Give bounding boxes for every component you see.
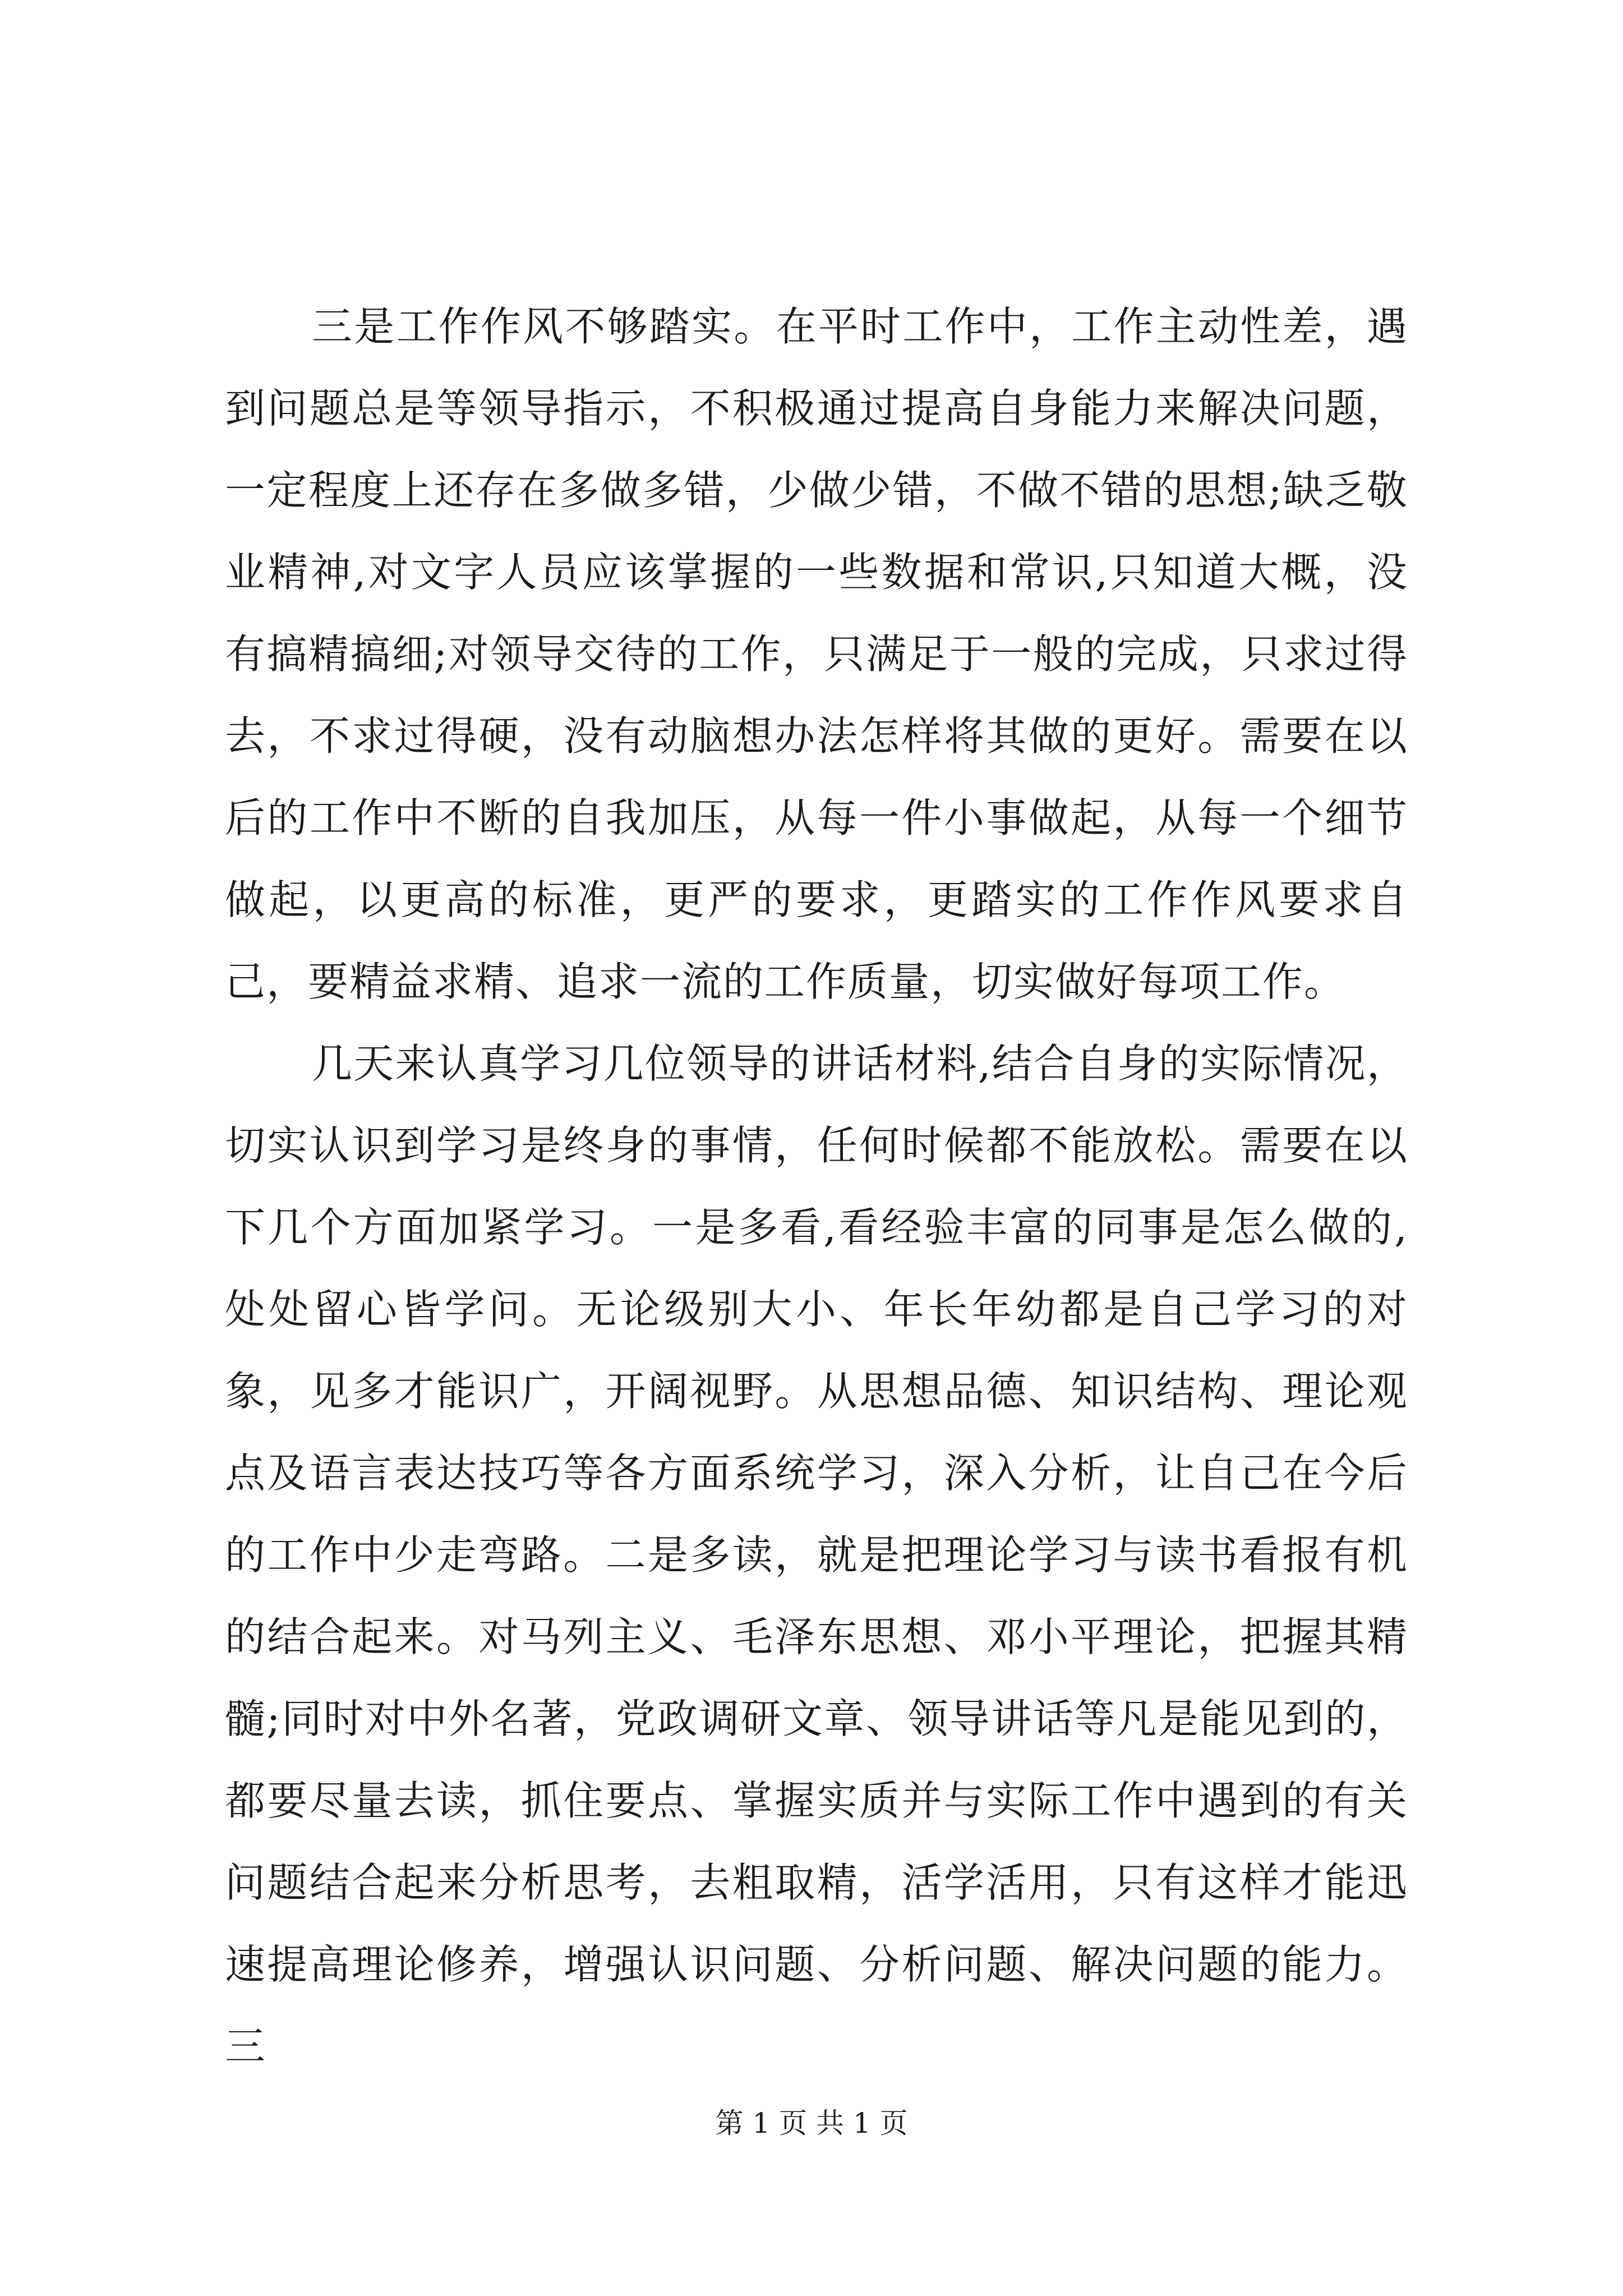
document-body [225, 286, 1408, 2087]
paragraph-work-style: 三是工作作风不够踏实。在平时工作中，工作主动性差，遇到问题总是等领导指示，不积极通过提高自身能力来解决问题，一定程度上还存在多做多错，少做少错，不做不错的思想;缺乏敬业精神,对文字人员应该掌握的一些数据和常识,只知道大概，没有搞精搞细;对领导交待的工作，只满足于一般的完成，只求过得去，不求过得硬，没有动脑想办法怎样将其做的更好。需要在以后的工作中不断的自我加压，从每一件小事做起，从每一个细节做起，以更高的标准，更严的要求，更踏实的工作作风要求自己，要精益求精、追求一流的工作质量，切实做好每项工作。 [225, 303, 1408, 1005]
paragraph-learning: 几天来认真学习几位领导的讲话材料,结合自身的实际情况，切实认识到学习是终身的事情，任何时候都不能放松。需要在以下几个方面加紧学习。一是多看,看经验丰富的同事是怎么做的,处处留心皆学问。无论级别大小、年长年幼都是自己学习的对象，见多才能识广，开阔视野。从思想品德、知识结构、理论观点及语言表达技巧等各方面系统学习，深入分析，让自己在今后的工作中少走弯路。二是多读，就是把理论学习与读书看报有机的结合起来。对马列主义、毛泽东思想、邓小平理论，把握其精髓;同时对中外名著，党政调研文章、领导讲话等凡是能见到的，都要尽量去读，抓住要点、掌握实质并与实际工作中遇到的有关问题结合起来分析思考，去粗取精，活学活用，只有这样才能迅速提高理论修养，增强认识问题、分析问题、解决问题的能力。三 [225, 1040, 1408, 2070]
page-footer: 第 1 页 共 1 页 [715, 2107, 908, 2139]
